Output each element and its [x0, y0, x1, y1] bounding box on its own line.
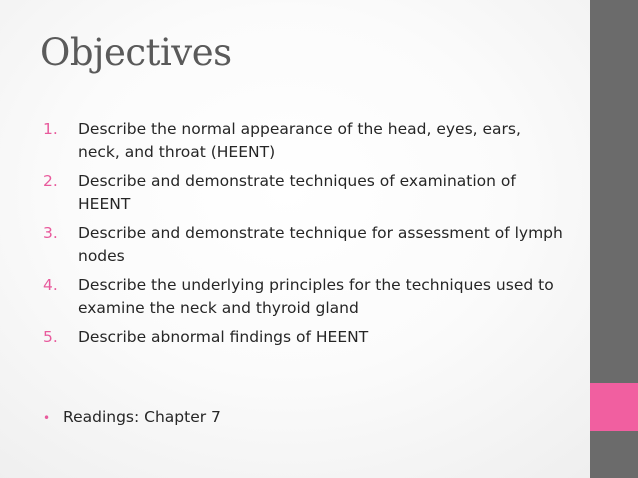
objective-number: 3. [43, 224, 58, 242]
objective-item [43, 274, 563, 320]
objectives-list [43, 118, 563, 355]
objective-number: 2. [43, 172, 58, 190]
objective-item [43, 326, 563, 349]
side-accent-block [590, 383, 638, 431]
readings-line [43, 406, 221, 430]
readings-text: Readings: Chapter 7 [63, 408, 221, 426]
objective-text: Describe the underlying principles for the techniques used to examine the neck and thyroid gland [78, 276, 554, 317]
objective-text: Describe and demonstrate techniques of examination of HEENT [78, 172, 516, 213]
objective-text: Describe abnormal findings of HEENT [78, 328, 369, 346]
objective-item [43, 170, 563, 216]
objective-number: 1. [43, 120, 58, 138]
objective-number: 5. [43, 328, 58, 346]
objective-number: 4. [43, 276, 58, 294]
objective-item [43, 118, 563, 164]
objective-item [43, 222, 563, 268]
objective-text: Describe the normal appearance of the head, eyes, ears, neck, and throat (HEENT) [78, 120, 521, 161]
slide-title: Objectives [40, 31, 232, 74]
bullet-icon: • [43, 411, 51, 425]
objective-text: Describe and demonstrate technique for assessment of lymph nodes [78, 224, 563, 265]
